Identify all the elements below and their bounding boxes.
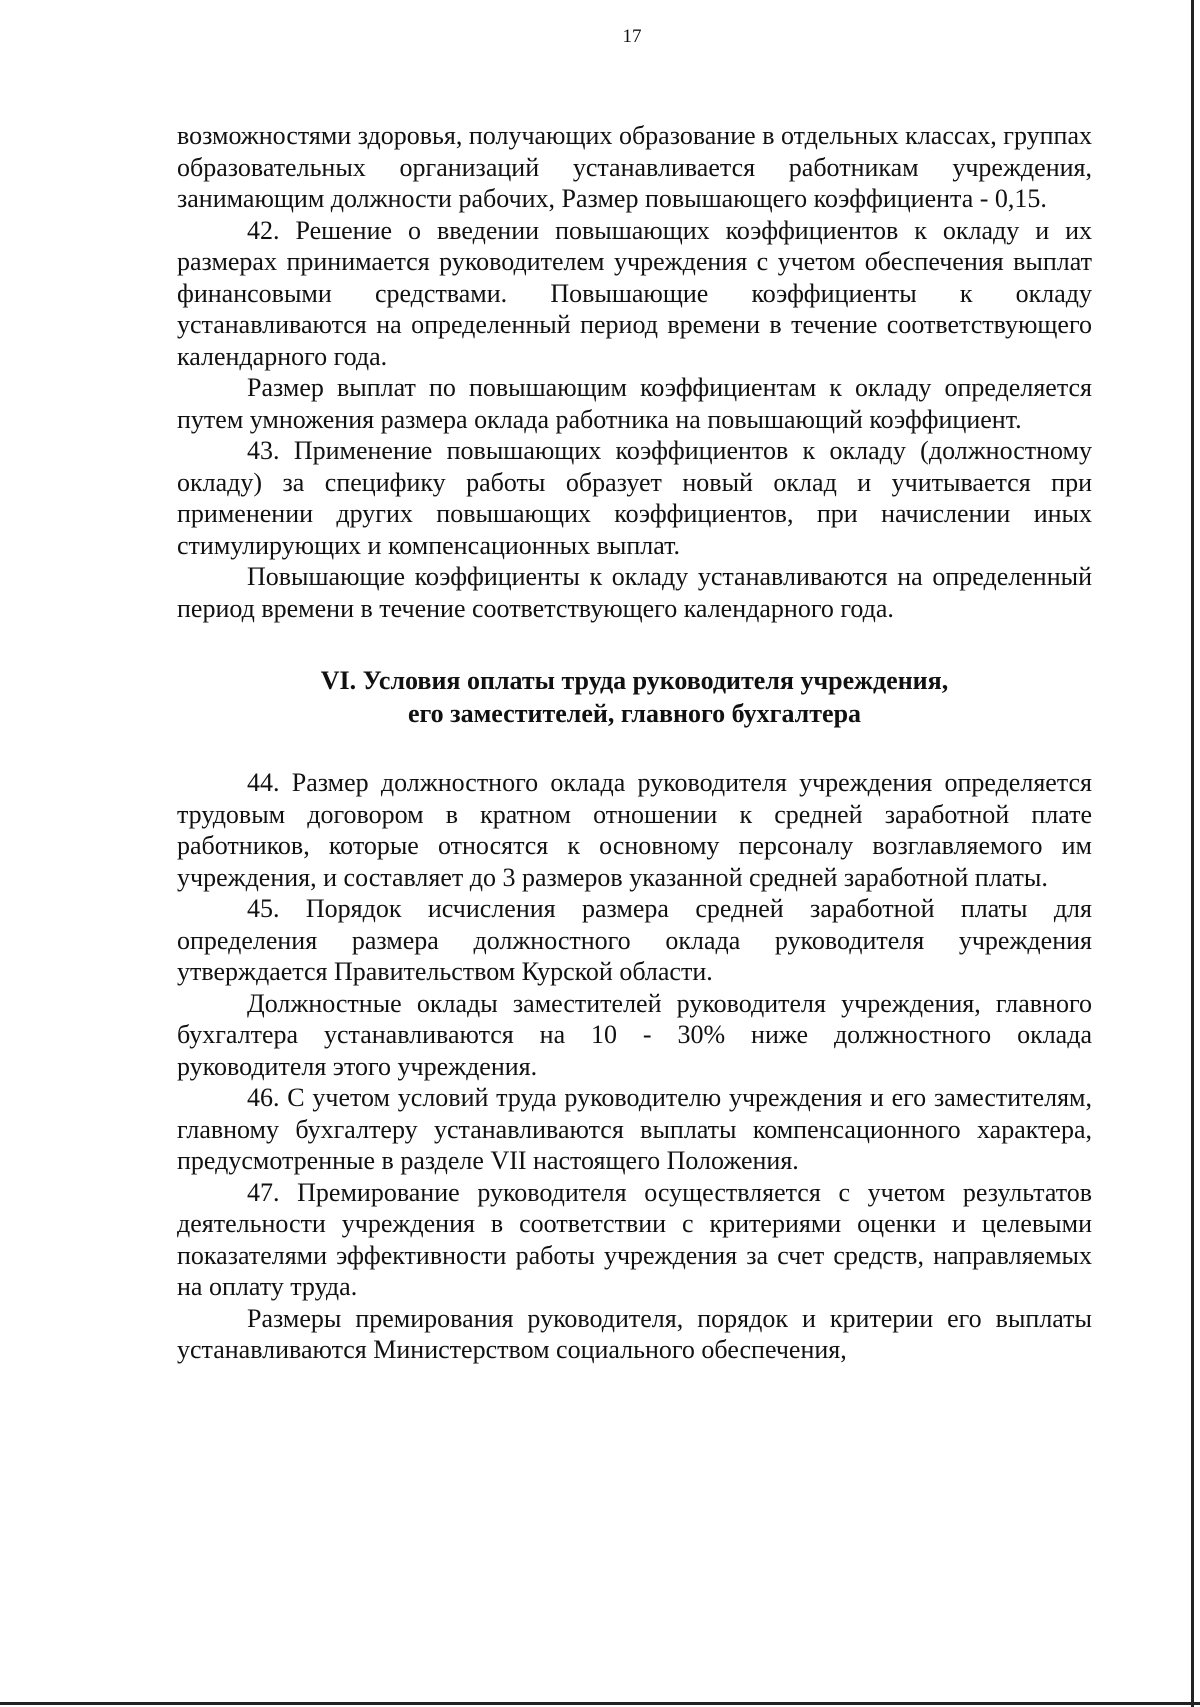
paragraph: Размер выплат по повышающим коэффициентам к окладу определяется путем умножения размера оклада работника на повышающий коэффициент. (177, 373, 1092, 434)
section-heading (177, 664, 1092, 730)
paragraph: 44. Размер должностного оклада руководителя учреждения определяется трудовым договором в кратном отношении к средней заработной плате работников, которые относятся к основному персоналу возглавляемого им учреждения, и составляет до 3 размеров указанной средней заработной платы. (177, 768, 1092, 892)
paragraph: 46. С учетом условий труда руководителю учреждения и его заместителям, главному бухгалтеру устанавливаются выплаты компенсационного характера, предусмотренные в разделе VII настоящего Положения. (177, 1083, 1092, 1175)
section-heading-line: его заместителей, главного бухгалтера (407, 699, 862, 728)
section-heading-line: VI. Условия оплаты труда руководителя учреждения, (320, 666, 949, 695)
page-number: 17 (622, 26, 642, 47)
paragraph: 45. Порядок исчисления размера средней заработной платы для определения размера должностного оклада руководителя учреждения утверждается Правительством Курской области. (177, 894, 1092, 986)
document-body (177, 120, 1092, 1366)
paragraph: Должностные оклады заместителей руководителя учреждения, главного бухгалтера устанавливаются на 10 - 30% ниже должностного оклада руководителя этого учреждения. (177, 988, 1092, 1081)
paragraph: Повышающие коэффициенты к окладу устанавливаются на определенный период времени в течение соответствующего календарного года. (177, 562, 1092, 623)
paragraph: 43. Применение повышающих коэффициентов к окладу (должностному окладу) за специфику работы образует новый оклад и учитывается при применении других повышающих коэффициентов, при начислении иных стимулирующих и компенсационных выплат. (177, 436, 1092, 560)
scan-edge-bottom (0, 1702, 1200, 1705)
paragraph: возможностями здоровья, получающих образование в отдельных классах, группах образовательных организаций устанавливается работникам учреждения, занимающим должности рабочих, Размер повышающего коэффициента - 0,15. (177, 121, 1092, 213)
paragraph: 47. Премирование руководителя осуществляется с учетом результатов деятельности учреждения в соответствии с критериями оценки и целевыми показателями эффективности работы учреждения за счет средств, направляемых на оплату труда. (177, 1177, 1092, 1301)
paragraph: 42. Решение о введении повышающих коэффициентов к окладу и их размерах принимается руководителем учреждения с учетом обеспечения выплат финансовыми средствами. Повышающие коэффициенты к окладу устанавливаются на определенный период времени в течение соответствующего календарного года. (177, 215, 1092, 371)
scan-edge-right (1191, 0, 1194, 1707)
paragraph: Размеры премирования руководителя, порядок и критерии его выплаты устанавливаются Министерством социального обеспечения, (177, 1303, 1092, 1364)
